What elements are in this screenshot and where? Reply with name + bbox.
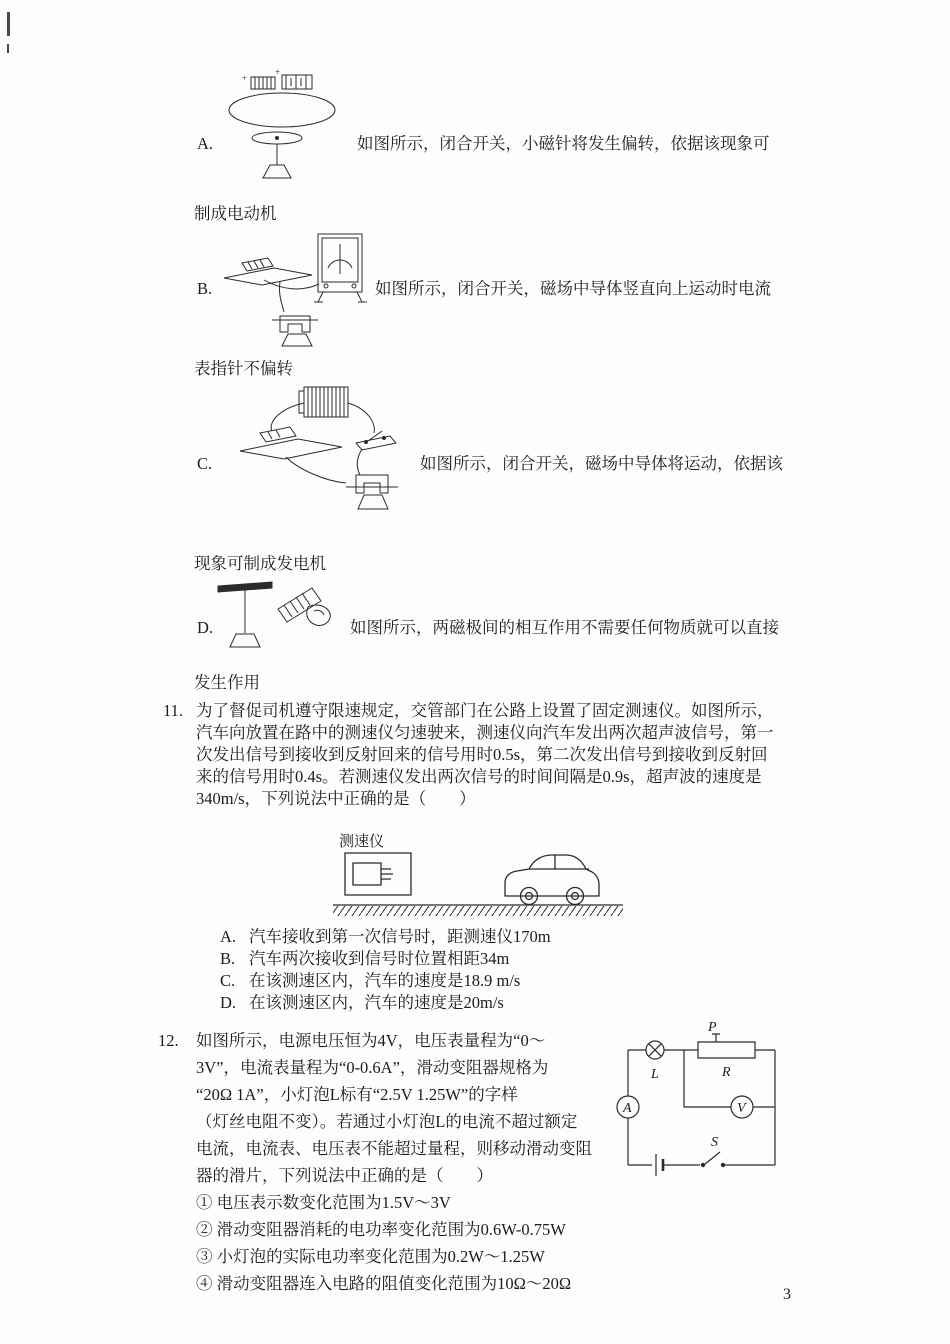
option-b-label: B. xyxy=(197,279,213,298)
diagram-q11-speed-detector-icon xyxy=(333,833,623,923)
scan-artifact xyxy=(7,44,9,53)
q11-option-d-text: 在该测速区内，汽车的速度是20m/s xyxy=(249,993,504,1012)
q12-statement-3: ③ 小灯泡的实际电功率变化范围为0.2W～1.25W xyxy=(196,1247,545,1266)
q12-line: 3V”，电流表量程为“0-0.6A”，滑动变阻器规格为 xyxy=(196,1058,549,1077)
q11-line: 为了督促司机遵守限速规定，交管部门在公路上设置了固定测速仪。如图所示， xyxy=(196,701,774,720)
circuit-slider-label: P xyxy=(708,1020,717,1035)
circuit-voltmeter-label: V xyxy=(737,1101,746,1116)
option-c-wrap: 现象可制成发电机 xyxy=(194,554,326,573)
option-c-label: C. xyxy=(197,454,213,473)
q11-line: 340m/s，下列说法中正确的是（ ） xyxy=(196,789,476,808)
q11-option-c-text: 在该测速区内，汽车的速度是18.9 m/s xyxy=(249,971,521,990)
speed-detector-label: 测速仪 xyxy=(339,834,385,850)
q12-statement-1: ① 电压表示数变化范围为1.5V～3V xyxy=(196,1193,451,1212)
q11-line: 汽车向放置在路中的测速仪匀速驶来，测速仪向汽车发出两次超声波信号，第一 xyxy=(196,723,774,742)
page-number: 3 xyxy=(783,1286,791,1303)
q12-line: 电流，电流表、电压表不能超过量程，则移动滑动变阻 xyxy=(196,1139,592,1158)
q12-line: 器的滑片，下列说法中正确的是（ ） xyxy=(196,1166,493,1185)
diagram-option-c-generator-icon xyxy=(238,383,423,513)
option-b-wrap: 表指针不偏转 xyxy=(194,359,293,378)
q12-line: “20Ω 1A”，小灯泡L标有“2.5V 1.25W”的字样 xyxy=(196,1085,518,1104)
q11-option-c-label: C. xyxy=(220,971,236,990)
option-d-label: D. xyxy=(197,618,214,637)
diagram-option-b-galvanometer-icon xyxy=(222,228,372,348)
q11-line: 次发出信号到接收到反射回来的信号用时0.5s，第二次发出信号到接收到反射回 xyxy=(196,745,768,764)
q12-number: 12. xyxy=(158,1031,179,1050)
diagram-option-a-compass-circuit-icon xyxy=(225,68,340,188)
q11-number: 11. xyxy=(163,701,184,720)
scan-artifact xyxy=(7,12,10,36)
q11-option-b-label: B. xyxy=(220,949,236,968)
option-a-wrap: 制成电动机 xyxy=(194,204,277,223)
q12-statement-4: ④ 滑动变阻器连入电路的阻值变化范围为10Ω～20Ω xyxy=(196,1274,572,1293)
q11-option-a-label: A. xyxy=(220,927,237,946)
option-a-text: 如图所示，闭合开关，小磁针将发生偏转，依据该现象可 xyxy=(357,134,770,153)
option-b-text: 如图所示，闭合开关，磁场中导体竖直向上运动时电流 xyxy=(375,279,771,298)
q11-option-a-text: 汽车接收到第一次信号时，距测速仪170m xyxy=(249,927,551,946)
q11-line: 来的信号用时0.4s。若测速仪发出两次信号的时间间隔是0.9s，超声波的速度是 xyxy=(196,767,762,786)
option-d-wrap: 发生作用 xyxy=(194,673,260,692)
q12-statement-2: ② 滑动变阻器消耗的电功率变化范围为0.6W-0.75W xyxy=(196,1220,566,1239)
option-d-text: 如图所示，两磁极间的相互作用不需要任何物质就可以直接 xyxy=(350,618,779,637)
option-c-text: 如图所示，闭合开关，磁场中导体将运动，依据该 xyxy=(420,454,783,473)
option-a-label: A. xyxy=(197,134,214,153)
q11-option-d-label: D. xyxy=(220,993,237,1012)
circuit-switch-label: S xyxy=(711,1135,718,1150)
diagram-option-d-magnet-needle-icon xyxy=(212,573,337,658)
circuit-ammeter-label: A xyxy=(623,1101,632,1116)
q12-line: （灯丝电阻不变）。若通过小灯泡L的电流不超过额定 xyxy=(196,1112,578,1131)
diagram-q12-circuit-icon xyxy=(608,1020,793,1185)
q11-option-b-text: 汽车两次接收到信号时位置相距34m xyxy=(249,949,510,968)
svg-text:+: + xyxy=(242,73,248,83)
circuit-lamp-label: L xyxy=(651,1067,659,1082)
circuit-rheostat-label: R xyxy=(722,1065,731,1080)
q12-line: 如图所示，电源电压恒为4V，电压表量程为“0～ xyxy=(196,1031,546,1050)
svg-text:+: + xyxy=(275,67,281,77)
